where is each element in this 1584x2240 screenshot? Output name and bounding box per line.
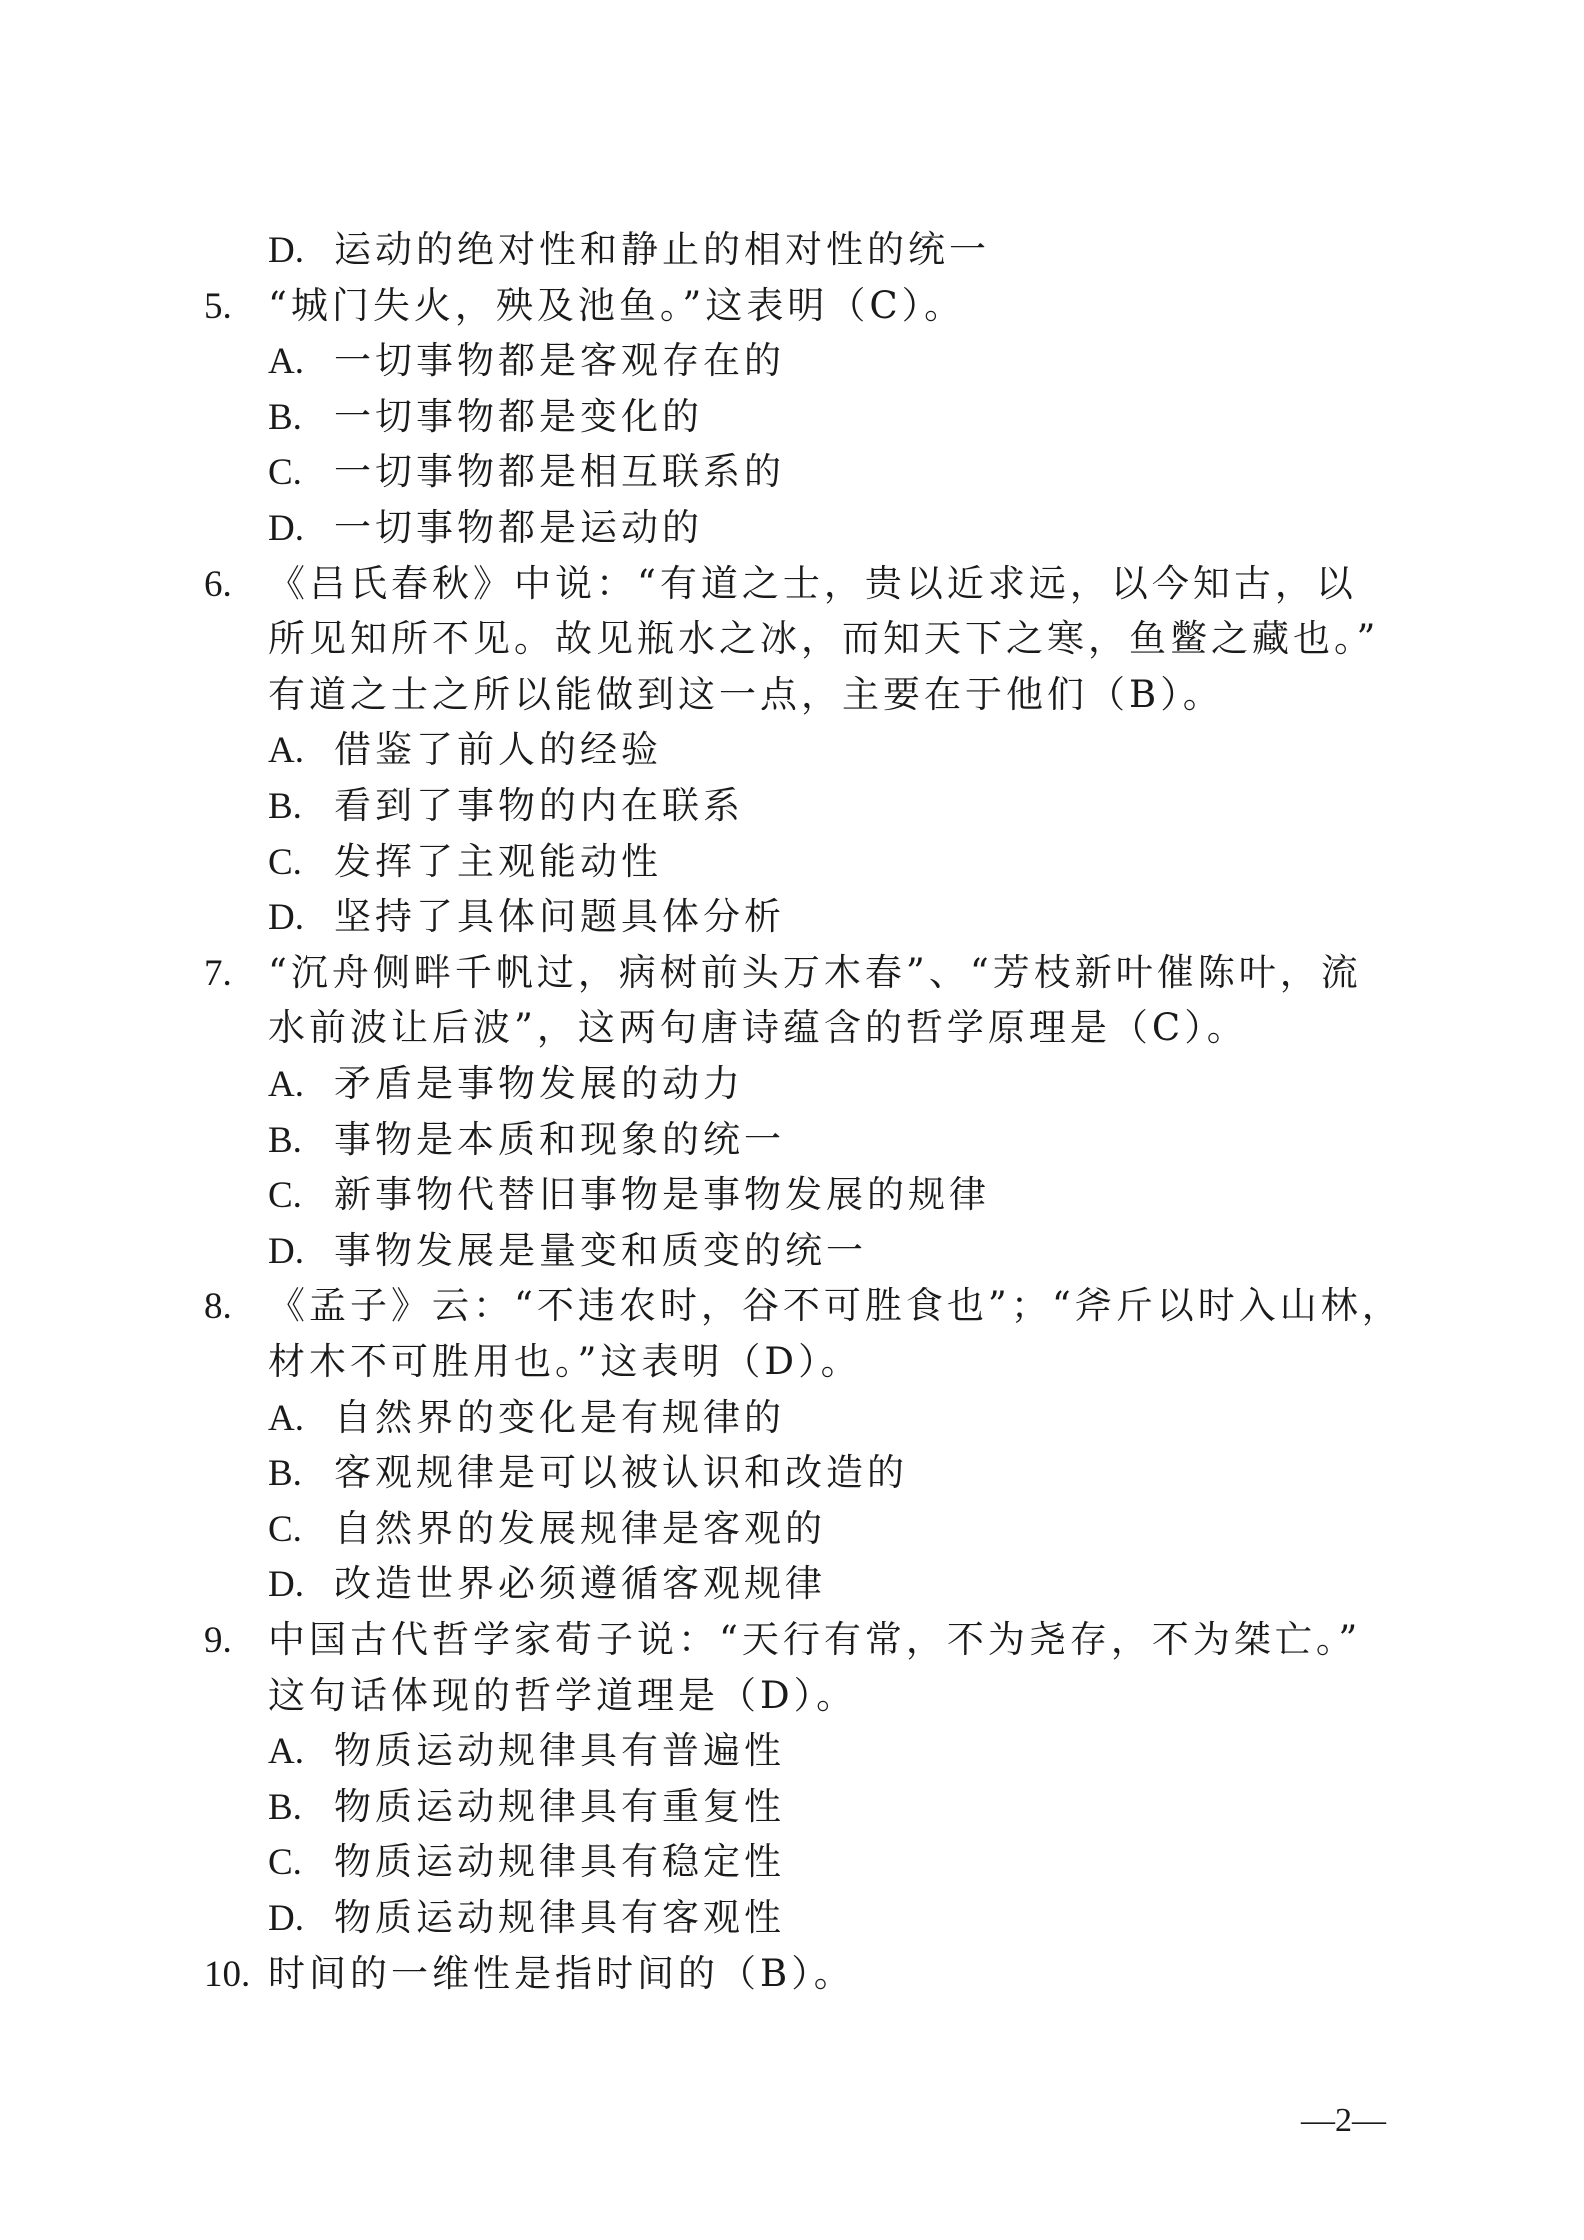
option-letter: A. <box>268 1397 304 1439</box>
option-letter: B. <box>268 1786 302 1828</box>
option-letter: C. <box>268 452 302 494</box>
question-line <box>204 1278 1403 1334</box>
answer-option <box>268 389 703 445</box>
option-text: 事物发展是量变和质变的统一 <box>334 1228 867 1272</box>
page-number: —2— <box>1301 2102 1386 2139</box>
answer-option <box>268 722 662 778</box>
answer-option <box>268 222 990 278</box>
question-number: 8. <box>204 1286 232 1328</box>
question-line <box>204 945 1362 1001</box>
question-line <box>204 278 965 334</box>
option-letter: B. <box>268 396 302 438</box>
question-line <box>204 1612 1361 1668</box>
option-text: 运动的绝对性和静止的相对性的统一 <box>334 228 990 271</box>
option-text: 事物是本质和现象的统一 <box>334 1117 785 1161</box>
question-text-continuation: 所见知所不见。故见瓶水之冰，而知天下之寒，鱼鳖之藏也。” <box>268 617 1380 661</box>
option-letter: A. <box>268 341 304 383</box>
question-number: 9. <box>204 1620 232 1661</box>
answer-option <box>268 834 662 890</box>
option-letter: C. <box>268 1508 302 1550</box>
question-text-continuation: 这句话体现的哲学道理是（D）。 <box>268 1673 858 1717</box>
option-text: 一切事物都是客观存在的 <box>334 339 785 383</box>
option-letter: D. <box>268 897 304 939</box>
option-text: 一切事物都是变化的 <box>334 394 703 438</box>
answer-option <box>268 1112 785 1168</box>
answer-option <box>268 1445 908 1501</box>
answer-option <box>268 889 785 945</box>
option-letter: B. <box>268 1453 302 1495</box>
answer-option <box>268 778 744 834</box>
question-number: 5. <box>204 285 232 327</box>
question-text: 《孟子》云：“不违农时，谷不可胜食也”；“斧斤以时入山林， <box>268 1284 1403 1328</box>
question-text-continuation: 有道之士之所以能做到这一点，主要在于他们（B）。 <box>268 672 1224 716</box>
question-text-continuation: 材木不可胜用也。”这表明（D）。 <box>268 1340 862 1383</box>
option-text: 借鉴了前人的经验 <box>334 728 662 772</box>
option-text: 客观规律是可以被认识和改造的 <box>334 1451 908 1495</box>
answer-option <box>268 1223 867 1279</box>
question-text: 中国古代哲学家荀子说：“天行有常，不为尧存，不为桀亡。” <box>268 1618 1362 1661</box>
answer-option <box>268 1834 785 1890</box>
option-letter: D. <box>268 508 304 549</box>
option-letter: B. <box>268 1119 302 1161</box>
question-text-continuation: 水前波让后波”，这两句唐诗蕴含的哲学原理是（C）。 <box>268 1006 1248 1050</box>
option-text: 看到了事物的内在联系 <box>334 784 744 827</box>
question-number: 7. <box>204 952 232 994</box>
answer-option <box>268 500 703 556</box>
answer-option <box>268 444 785 500</box>
option-text: 一切事物都是相互联系的 <box>334 450 785 494</box>
answer-option <box>268 1501 826 1557</box>
option-letter: A. <box>268 730 304 772</box>
option-letter: B. <box>268 786 302 827</box>
option-text: 自然界的变化是有规律的 <box>334 1395 785 1439</box>
option-letter: D. <box>268 1898 304 1939</box>
option-letter: A. <box>268 1064 304 1105</box>
question-text: 《吕氏春秋》中说：“有道之士，贵以近求远，以今知古，以 <box>268 561 1357 605</box>
option-text: 坚持了具体问题具体分析 <box>334 895 785 939</box>
option-text: 物质运动规律具有普遍性 <box>334 1729 785 1773</box>
option-text: 物质运动规律具有稳定性 <box>334 1840 785 1884</box>
answer-option <box>268 1056 744 1112</box>
option-letter: C. <box>268 841 302 883</box>
option-letter: C. <box>268 1842 302 1884</box>
question-text: “沉舟侧畔千帆过，病树前头万木春”、“芳枝新叶催陈叶，流 <box>268 950 1362 994</box>
answer-option <box>268 1167 990 1223</box>
option-letter: D. <box>268 1230 304 1272</box>
answer-option <box>268 333 785 389</box>
option-text: 一切事物都是运动的 <box>334 506 703 549</box>
answer-option <box>268 1890 785 1946</box>
answer-option <box>268 1723 785 1779</box>
question-text: “城门失火，殃及池鱼。”这表明（C）。 <box>268 283 966 327</box>
option-text: 改造世界必须遵循客观规律 <box>334 1562 826 1606</box>
option-text: 物质运动规律具有重复性 <box>334 1784 785 1828</box>
option-text: 自然界的发展规律是客观的 <box>334 1506 826 1550</box>
option-letter: A. <box>268 1731 304 1773</box>
question-line <box>204 556 1357 612</box>
option-text: 发挥了主观能动性 <box>334 839 662 883</box>
question-line <box>204 1946 855 2002</box>
option-letter: C. <box>268 1175 302 1217</box>
answer-option <box>268 1779 785 1835</box>
option-text: 新事物代替旧事物是事物发展的规律 <box>334 1173 990 1217</box>
option-text: 矛盾是事物发展的动力 <box>334 1062 744 1105</box>
option-letter: D. <box>268 1564 304 1606</box>
question-text: 时间的一维性是指时间的（B）。 <box>268 1951 855 1995</box>
question-number: 6. <box>204 563 232 605</box>
option-letter: D. <box>268 230 304 271</box>
option-text: 物质运动规律具有客观性 <box>334 1896 785 1939</box>
question-number: 10. <box>204 1953 251 1995</box>
answer-option <box>268 1556 826 1612</box>
answer-option <box>268 1390 785 1446</box>
